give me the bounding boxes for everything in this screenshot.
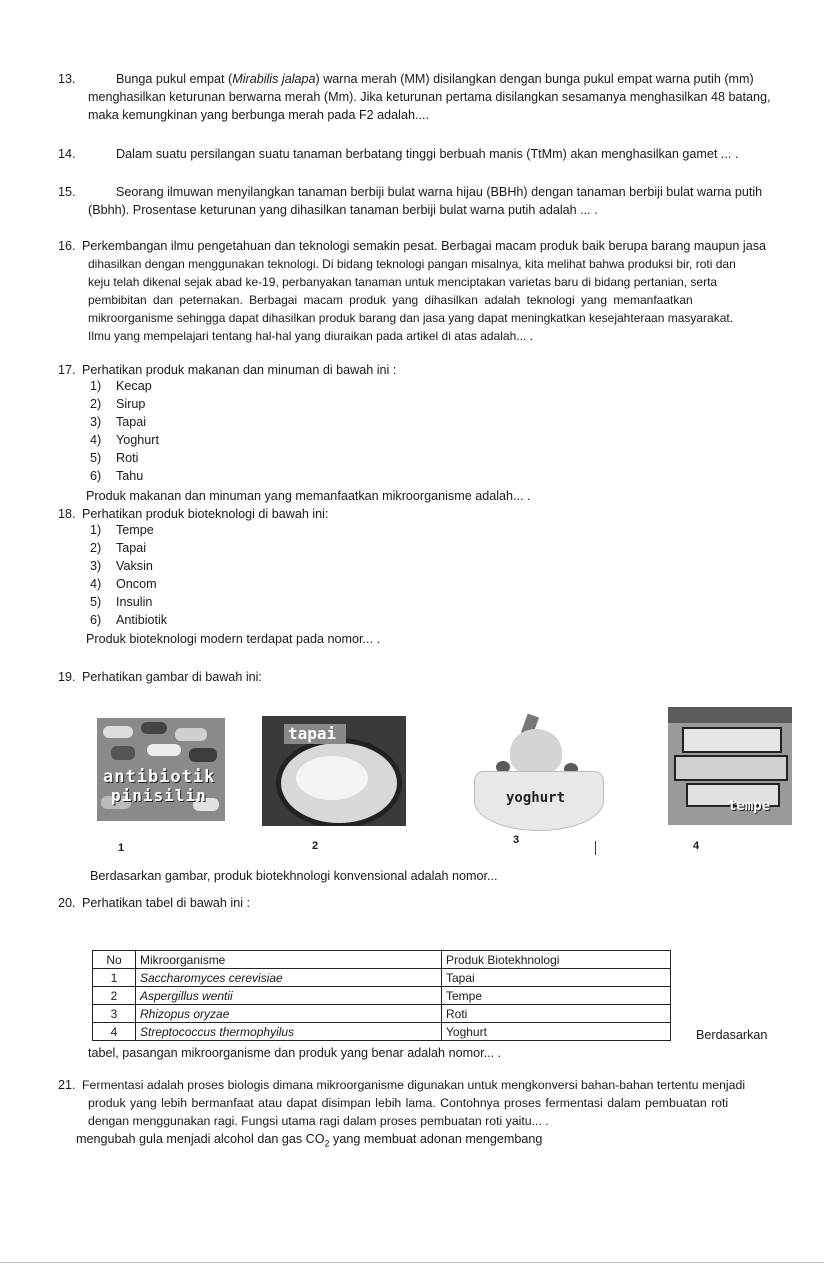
question-text: Ilmu yang mempelajari tentang hal-hal yang diuraikan pada artikel di atas adalah... . [88, 329, 533, 343]
divider [595, 841, 596, 855]
table-cell: Streptococcus thermophyilus [136, 1023, 442, 1041]
question-intro: Perhatikan tabel di bawah ini : [82, 896, 251, 910]
image-number: 4 [693, 840, 700, 852]
question-number: 20. [58, 896, 76, 910]
question-number: 19. [58, 670, 76, 684]
question-text: Perkembangan ilmu pengetahuan dan teknologi semakin pesat. Berbagai macam produk baik berupa barang maupun jasa [82, 239, 767, 253]
table-cell: 2 [93, 987, 136, 1005]
question-text: Seorang ilmuwan menyilangkan tanaman berbiji bulat warna hijau (BBHh) dengan tanaman berbiji bulat warna putih [116, 185, 763, 199]
pill-shape [175, 728, 207, 741]
question-text: dihasilkan dengan menggunakan teknologi. Di bidang teknologi pangan misalnya, kita melihat bahwa produksi bir, roti dan [88, 257, 736, 271]
question-number: 13. [58, 72, 76, 86]
antibiotic-pills-image [97, 718, 225, 821]
image-number: 2 [312, 840, 319, 852]
tapai-image [262, 716, 406, 826]
question-text: produk yang lebih bermanfaat atau dapat disimpan lebih lama. Contohnya proses fermentasi dalam pembuatan roti [88, 1096, 729, 1110]
question-number: 18. [58, 507, 76, 521]
image-number: 3 [513, 834, 520, 846]
question-text: Produk makanan dan minuman yang memanfaatkan mikroorganisme adalah... . [86, 489, 531, 503]
question-text: menghasilkan keturunan berwarna merah (Mm). Jika keturunan pertama disilangkan sesamanya menghasilkan 48 batang, [88, 90, 771, 104]
yoghurt-image [466, 713, 610, 830]
pill-shape [189, 748, 217, 762]
question-text: tabel, pasangan mikroorganisme dan produk yang benar adalah nomor... . [88, 1046, 502, 1060]
question-text: Produk bioteknologi modern terdapat pada nomor... . [86, 632, 381, 646]
list-item: 6) Antibiotik [90, 613, 168, 627]
pill-shape [147, 744, 181, 756]
image-caption: pinisilin [111, 786, 207, 805]
table-cell: 1 [93, 969, 136, 987]
answer-text: mengubah gula menjadi alcohol dan gas $CO_2$ yang membuat adonan mengembang [76, 1132, 543, 1149]
table-header-cell: Mikroorganisme [136, 951, 442, 969]
tempe-background [668, 707, 792, 723]
table-cell: Roti [442, 1005, 671, 1023]
image-number: 1 [118, 842, 125, 854]
image-caption: tempe [728, 798, 771, 814]
table-cell: Saccharomyces cerevisiae [136, 969, 442, 987]
question-number: 17. [58, 363, 76, 377]
table-cell: Rhizopus oryzae [136, 1005, 442, 1023]
list-item: 3) Vaksin [90, 559, 153, 573]
question-text: Berdasarkan gambar, produk biotekhnologi konvensional adalah nomor... [90, 869, 498, 883]
question-intro: Perhatikan gambar di bawah ini: [82, 670, 262, 684]
question-number: 15. [58, 185, 76, 199]
microorganism-table [92, 950, 671, 1041]
question-text: dengan menggunakan ragi. Fungsi utama ragi dalam proses pembuatan roti yaitu... . [88, 1114, 549, 1128]
option-list [90, 521, 167, 629]
table-cell: 3 [93, 1005, 136, 1023]
list-item: 2) Sirup [90, 397, 146, 411]
question-text: Bunga pukul empat (Mirabilis jalapa) warna merah (MM) disilangkan dengan bunga pukul empat warna putih (mm) [116, 72, 754, 86]
question-number: 21. [58, 1078, 76, 1092]
question-intro: Perhatikan produk bioteknologi di bawah ini: [82, 507, 329, 521]
tempe-block [674, 755, 788, 781]
option-list [90, 377, 159, 485]
question-text: (Bbhh). Prosentase keturunan yang dihasilkan tanaman berbiji bulat warna putih adalah ... . [88, 203, 598, 217]
list-item: 5) Roti [90, 451, 139, 465]
pill-shape [111, 746, 135, 760]
table-header [93, 951, 671, 969]
question-text: Dalam suatu persilangan suatu tanaman berbatang tinggi berbuah manis (TtMm) akan menghasilkan gamet ... . [116, 147, 739, 161]
list-item: 3) Tapai [90, 415, 147, 429]
tempe-block [682, 727, 782, 753]
table-cell: 4 [93, 1023, 136, 1041]
table-cell: Tempe [442, 987, 671, 1005]
question-text: Fermentasi adalah proses biologis dimana mikroorganisme digunakan untuk mengkonversi bahan-bahan tertentu menjadi [82, 1078, 746, 1092]
tapai-contents [296, 756, 368, 800]
question-text: pembibitan dan peternakan. Berbagai macam produk yang dihasilkan adalah teknologi yang memanfaatkan [88, 293, 693, 307]
table-row [93, 969, 671, 987]
table-header-cell: Produk Biotekhnologi [442, 951, 671, 969]
yoghurt-swirl [510, 729, 562, 775]
list-item: 1) Kecap [90, 379, 152, 393]
table-header-cell: No [93, 951, 136, 969]
image-caption: tapai [288, 724, 337, 743]
question-text: keju telah dikenal sejak abad ke-19, perbanyakan tanaman untuk menciptakan varietas baru di bidang pertanian, serta [88, 275, 718, 289]
page-bottom-edge [0, 1262, 824, 1263]
table-row [93, 1005, 671, 1023]
list-item: 4) Oncom [90, 577, 157, 591]
question-number: 16. [58, 239, 76, 253]
list-item: 4) Yoghurt [90, 433, 159, 447]
list-item: 5) Insulin [90, 595, 153, 609]
table-cell: Tapai [442, 969, 671, 987]
pill-shape [141, 722, 167, 734]
list-item: 1) Tempe [90, 523, 154, 537]
table-cell: Aspergillus wentii [136, 987, 442, 1005]
image-caption: yoghurt [506, 790, 566, 806]
question-text: maka kemungkinan yang berbunga merah pada F2 adalah.... [88, 108, 429, 122]
image-caption: antibiotik [103, 767, 216, 787]
table-cell: Yoghurt [442, 1023, 671, 1041]
list-item: 2) Tapai [90, 541, 147, 555]
table-row [93, 1023, 671, 1041]
question-number: 14. [58, 147, 76, 161]
question-intro: Perhatikan produk makanan dan minuman di bawah ini : [82, 363, 397, 377]
table-row [93, 987, 671, 1005]
pill-shape [103, 726, 133, 738]
list-item: 6) Tahu [90, 469, 144, 483]
question-text: mikroorganisme sehingga dapat dihasilkan produk barang dan jasa yang dapat meningkatkan kesejahteraan masyarakat. [88, 311, 734, 325]
question-text: Berdasarkan [696, 1028, 768, 1042]
tempe-image [668, 707, 792, 825]
